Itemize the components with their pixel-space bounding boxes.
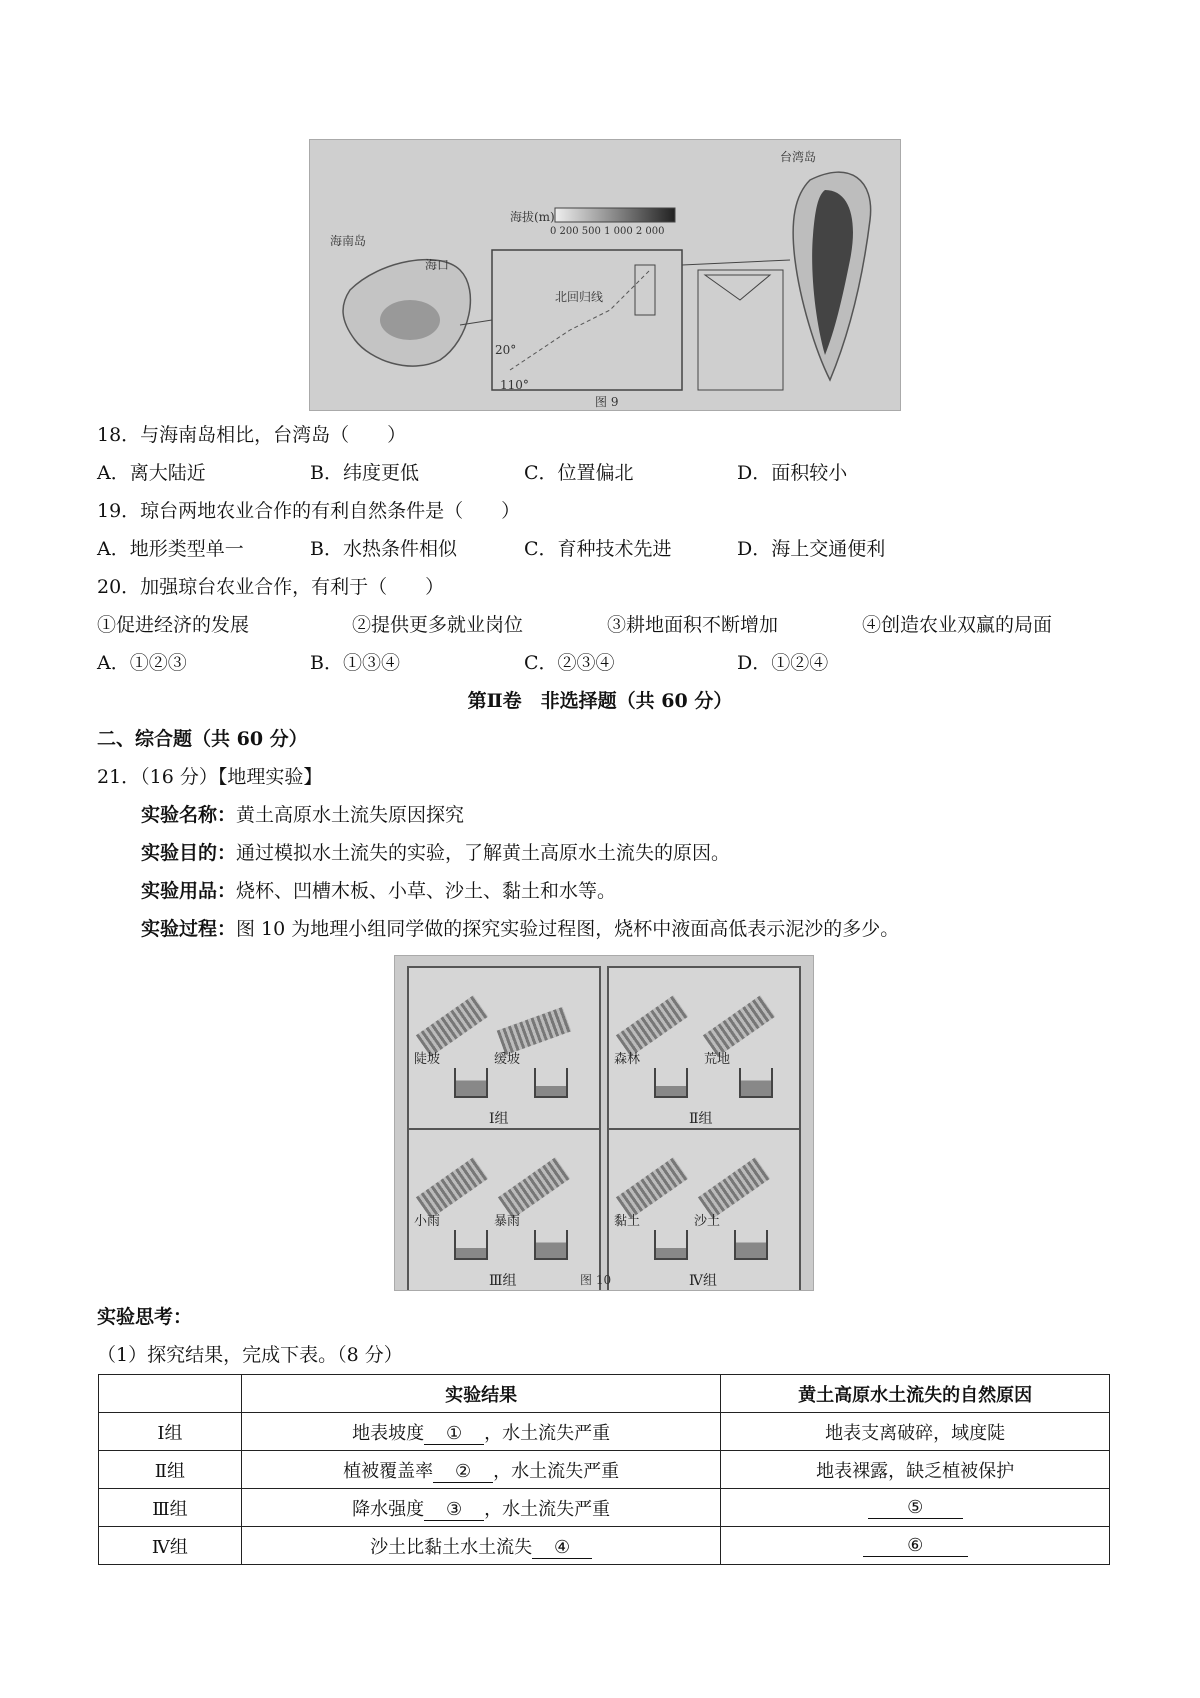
group-1-right-label: 缓坡 [494, 1052, 521, 1067]
result-table [98, 1374, 1110, 1565]
table-row [99, 1489, 1110, 1527]
result-text: ，水土流失严重 [484, 1498, 611, 1520]
q20-options [97, 648, 1097, 676]
group-3-name: Ⅲ组 [489, 1273, 517, 1289]
section-2-title: 第Ⅱ卷 非选择题（共 60 分） [467, 690, 733, 712]
hainan-label: 海南岛 [330, 234, 367, 248]
q18-stem: 18．与海南岛相比，台湾岛（ ） [97, 424, 407, 446]
elevation-legend-bar [555, 208, 675, 222]
cause-cell: 地表裸露，缺乏植被保护 [721, 1451, 1110, 1489]
beaker [654, 1068, 688, 1098]
result-text: 沙土比黏土水土流失 [370, 1536, 533, 1558]
result-text: 植被覆盖率 [343, 1460, 434, 1482]
q20-statements [97, 610, 1097, 638]
thinking-heading: 实验思考： [97, 1306, 193, 1328]
q21-aim-row [141, 838, 730, 865]
q18-option-c: C．位置偏北 [524, 462, 634, 484]
result-cell [241, 1489, 720, 1527]
group-2-name: Ⅱ组 [689, 1111, 713, 1127]
result-text: 降水强度 [352, 1498, 425, 1520]
group-cell: Ⅳ组 [99, 1527, 242, 1565]
group-3-left-label: 小雨 [414, 1214, 441, 1229]
beaker [739, 1068, 773, 1098]
detail-triangle [705, 275, 770, 300]
q21-items-row [141, 876, 616, 903]
q21-process-text: 图 10 为地理小组同学做的探究实验过程图，烧杯中液面高低表示泥沙的多少。 [236, 918, 900, 940]
result-text: ，水土流失严重 [484, 1422, 611, 1444]
sub-question-1: （1）探究结果，完成下表。（8 分） [97, 1344, 403, 1366]
group-2-panel [607, 966, 801, 1130]
q18-option-a: A．离大陆近 [97, 462, 206, 484]
cause-cell: 地表支离破碎，域度陡 [721, 1413, 1110, 1451]
group-1-left-label: 陡坡 [414, 1052, 441, 1067]
q20-option-b: B．①③④ [310, 652, 400, 674]
result-cell [241, 1451, 720, 1489]
result-text: 地表坡度 [352, 1422, 425, 1444]
group-3-panel [407, 1128, 601, 1291]
q19-option-d: D．海上交通便利 [737, 538, 886, 560]
table-header-cell: 黄土高原水土流失的自然原因 [721, 1375, 1110, 1413]
q20-statement-1: ①促进经济的发展 [97, 614, 250, 636]
table-header-cell [99, 1375, 242, 1413]
q19-options [97, 534, 1097, 562]
group-4-left-label: 黏土 [614, 1214, 641, 1229]
figure-9-map [309, 139, 901, 411]
connector-line-right [682, 260, 790, 265]
beaker [734, 1230, 768, 1260]
group-1-name: Ⅰ组 [489, 1111, 509, 1127]
table-header-row [99, 1375, 1110, 1413]
q19-option-c: C．育种技术先进 [524, 538, 672, 560]
cause-cell [721, 1489, 1110, 1527]
q20-option-d: D．①②④ [737, 652, 829, 674]
answer-blank[interactable]: ⑤ [868, 1497, 963, 1519]
q21-name-text: 黄土高原水土流失原因探究 [236, 804, 465, 826]
beaker [454, 1068, 488, 1098]
part-2-heading: 二、综合题（共 60 分） [97, 728, 308, 750]
beaker [454, 1230, 488, 1260]
taiwan-label: 台湾岛 [780, 150, 817, 164]
q21-aim-label: 实验目的： [141, 842, 237, 864]
lon-label: 110° [500, 378, 529, 392]
q18-option-b: B．纬度更低 [310, 462, 419, 484]
route-line [510, 270, 650, 370]
group-4-right-label: 沙土 [694, 1214, 721, 1229]
inset-detail-frame [698, 270, 783, 390]
inset-frame [492, 250, 682, 390]
hainan-highland [380, 300, 440, 340]
answer-blank[interactable]: ② [433, 1461, 493, 1483]
group-cell: Ⅰ组 [99, 1413, 242, 1451]
q19-option-a: A．地形类型单一 [97, 538, 244, 560]
q21-items-text: 烧杯、凹槽木板、小草、沙土、黏土和水等。 [236, 880, 617, 902]
q21-process-row [141, 914, 899, 941]
q21-aim-text: 通过模拟水土流失的实验，了解黄土高原水土流失的原因。 [236, 842, 731, 864]
figure-10-caption: 图 10 [580, 1273, 612, 1287]
q18-options [97, 458, 1097, 486]
cause-cell [721, 1527, 1110, 1565]
legend-ticks: 0 200 500 1 000 2 000 [550, 226, 665, 237]
q20-option-a: A．①②③ [97, 652, 187, 674]
result-text: ，水土流失严重 [493, 1460, 620, 1482]
inset-small-box [635, 265, 655, 315]
group-1-panel [407, 966, 601, 1130]
table-header-cell: 实验结果 [241, 1375, 720, 1413]
answer-blank[interactable]: ① [424, 1423, 484, 1445]
q20-statement-2: ②提供更多就业岗位 [352, 614, 524, 636]
q18-option-d: D．面积较小 [737, 462, 848, 484]
tropic-label: 北回归线 [555, 290, 604, 304]
q20-statement-4: ④创造农业双赢的局面 [862, 614, 1053, 636]
q21-name-label: 实验名称： [141, 804, 237, 826]
beaker [654, 1230, 688, 1260]
group-4-panel [607, 1128, 801, 1291]
q20-statement-3: ③耕地面积不断增加 [607, 614, 779, 636]
lat-label: 20° [495, 343, 517, 357]
table-row [99, 1527, 1110, 1565]
q21-name-row [141, 800, 464, 827]
q21-process-label: 实验过程： [141, 918, 237, 940]
answer-blank[interactable]: ⑥ [863, 1535, 968, 1557]
table-row [99, 1413, 1110, 1451]
haikou-label: 海口 [425, 258, 450, 272]
group-cell: Ⅲ组 [99, 1489, 242, 1527]
group-cell: Ⅱ组 [99, 1451, 242, 1489]
group-4-name: Ⅳ组 [689, 1273, 717, 1289]
result-cell [241, 1413, 720, 1451]
map-graphic [310, 140, 900, 410]
result-cell [241, 1527, 720, 1565]
group-3-right-label: 暴雨 [494, 1214, 521, 1229]
q19-stem: 19．琼台两地农业合作的有利自然条件是（ ） [97, 500, 521, 522]
q20-stem: 20．加强琼台农业合作，有利于（ ） [97, 576, 445, 598]
beaker [534, 1068, 568, 1098]
q21-stem-text: 21．（16 分）【地理实验】 [97, 766, 323, 788]
figure-9-caption: 图 9 [595, 395, 619, 409]
legend-title: 海拔(m) [510, 210, 555, 224]
beaker [534, 1230, 568, 1260]
table-row [99, 1451, 1110, 1489]
answer-blank[interactable]: ③ [424, 1499, 484, 1521]
q19-option-b: B．水热条件相似 [310, 538, 457, 560]
answer-blank[interactable]: ④ [532, 1537, 592, 1559]
q21-stem [97, 762, 322, 789]
group-2-right-label: 荒地 [704, 1052, 731, 1067]
q21-items-label: 实验用品： [141, 880, 237, 902]
group-2-left-label: 森林 [614, 1052, 641, 1067]
figure-10-experiment [394, 955, 814, 1291]
q20-option-c: C．②③④ [524, 652, 615, 674]
